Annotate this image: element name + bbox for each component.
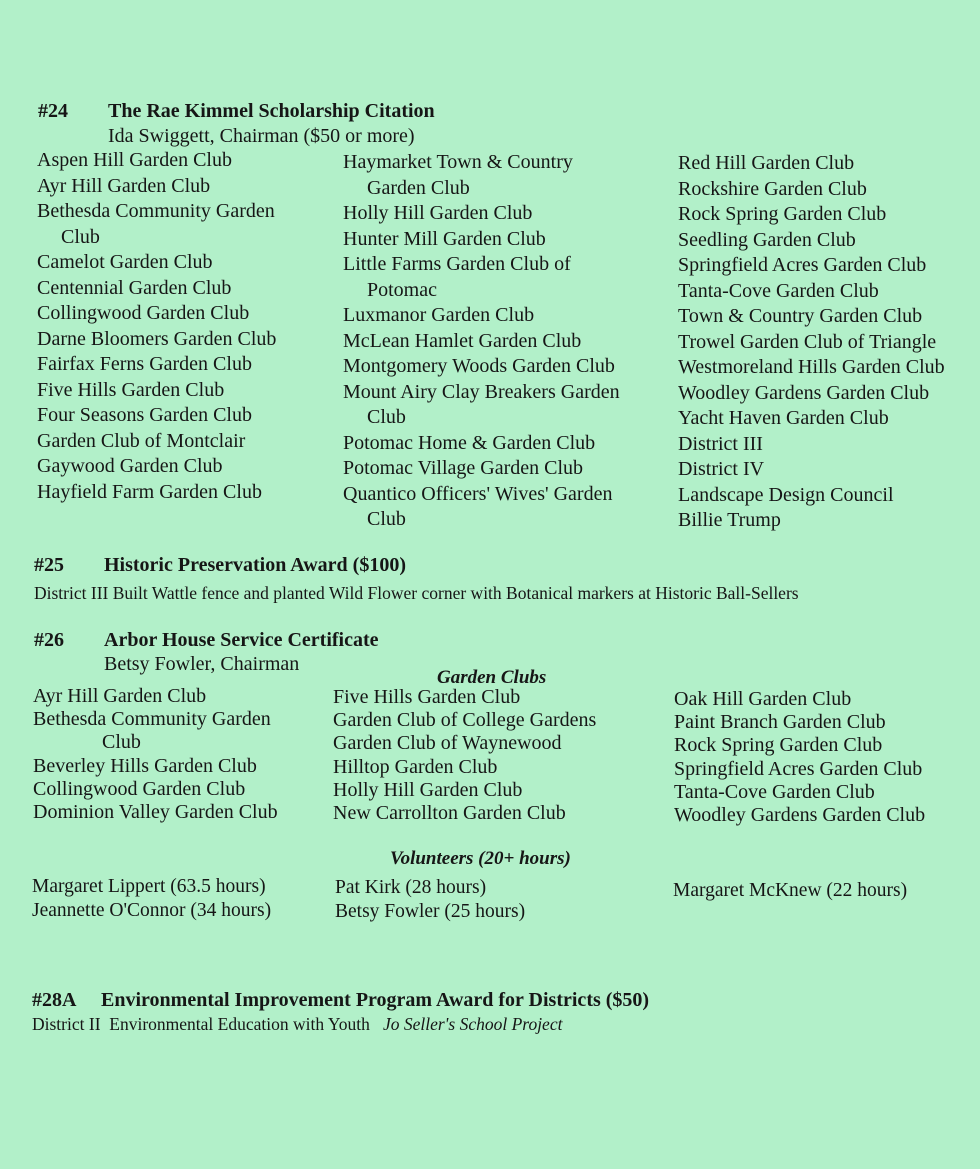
list-item: Holly Hill Garden Club [343, 202, 533, 224]
list-item: Little Farms Garden Club of [343, 253, 571, 275]
section-28a-number: #28A [32, 989, 77, 1011]
list-item: Fairfax Ferns Garden Club [37, 353, 252, 375]
list-item: Club [102, 731, 141, 754]
list-item: Yacht Haven Garden Club [678, 407, 889, 429]
project-name: Jo Seller's School Project [382, 1014, 563, 1034]
list-item: Potomac Village Garden Club [343, 457, 584, 479]
list-item: Beverley Hills Garden Club [33, 754, 257, 777]
list-item: Club [367, 406, 406, 428]
list-item: Garden Club of Montclair [37, 429, 246, 452]
list-item: Hilltop Garden Club [333, 755, 498, 778]
list-item: Luxmanor Garden Club [343, 304, 535, 326]
list-item: Garden Club of College Gardens [333, 709, 597, 732]
list-item: Hayfield Farm Garden Club [37, 480, 262, 503]
volunteers-column-1 [32, 875, 271, 923]
garden-clubs-heading: Garden Clubs [437, 667, 547, 688]
list-item: Quantico Officers' Wives' Garden [343, 482, 613, 505]
section-25-number: #25 [34, 554, 64, 576]
list-item: Springfield Acres Garden Club [674, 757, 923, 780]
list-item: Oak Hill Garden Club [674, 688, 852, 710]
volunteer-entry: Jeannette O'Connor (34 hours) [32, 900, 272, 921]
list-item: Dominion Valley Garden Club [33, 801, 278, 824]
list-item: Tanta-Cove Garden Club [674, 780, 875, 803]
section-26-column-1 [33, 685, 278, 824]
section-26-title: Arbor House Service Certificate [104, 629, 379, 651]
list-item: Five Hills Garden Club [333, 686, 521, 708]
list-item: Potomac [367, 278, 437, 301]
list-item: Garden Club [367, 176, 470, 199]
list-item: Woodley Gardens Garden Club [674, 804, 926, 827]
section-26-number: #26 [34, 629, 64, 651]
section-28a-entry [32, 1014, 562, 1035]
list-item: Trowel Garden Club of Triangle [678, 330, 937, 353]
volunteer-entry: Margaret McKnew (22 hours) [673, 880, 908, 901]
list-item: Centennial Garden Club [37, 276, 232, 299]
list-item: Collingwood Garden Club [37, 302, 250, 324]
list-item: Five Hills Garden Club [37, 378, 225, 401]
list-item: District III [678, 432, 763, 455]
list-item: New Carrollton Garden Club [333, 802, 566, 825]
list-item: Springfield Acres Garden Club [678, 254, 927, 276]
list-item: Mount Airy Clay Breakers Garden [343, 380, 620, 403]
section-26-column-2 [333, 686, 596, 825]
volunteer-entry: Betsy Fowler (25 hours) [335, 901, 526, 922]
list-item: Rockshire Garden Club [678, 177, 867, 200]
section-28a-title: Environmental Improvement Program Award for Districts ($50) [101, 989, 650, 1011]
section-25-title: Historic Preservation Award ($100) [104, 554, 406, 576]
list-item: Bethesda Community Garden [37, 200, 275, 222]
list-item: Rock Spring Garden Club [674, 734, 883, 757]
list-item: Ayr Hill Garden Club [37, 174, 211, 197]
list-item: Hunter Mill Garden Club [343, 227, 546, 250]
list-item: Montgomery Woods Garden Club [343, 355, 615, 377]
project-description: Environmental Education with Youth [109, 1014, 370, 1034]
list-item: Haymarket Town & Country [343, 151, 573, 173]
section-25-entry: District III Built Wattle fence and planted Wild Flower corner with Botanical markers at Historic Ball-Sellers [34, 583, 799, 603]
list-item: Westmoreland Hills Garden Club [678, 356, 945, 378]
list-item: Billie Trump [678, 509, 781, 531]
section-24-column-3 [678, 151, 945, 534]
list-item: Four Seasons Garden Club [37, 404, 252, 426]
list-item: McLean Hamlet Garden Club [343, 329, 582, 352]
section-24-column-1 [37, 148, 276, 505]
section-24-number: #24 [38, 100, 68, 122]
list-item: Rock Spring Garden Club [678, 203, 887, 225]
list-item: Paint Branch Garden Club [674, 711, 886, 734]
section-24-chairman: Ida Swiggett, Chairman ($50 or more) [108, 125, 415, 147]
list-item: Town & Country Garden Club [678, 305, 923, 327]
list-item: Potomac Home & Garden Club [343, 431, 596, 454]
district-name: District II [32, 1014, 101, 1034]
list-item: Bethesda Community Garden [33, 708, 271, 731]
volunteer-entry: Pat Kirk (28 hours) [335, 877, 487, 898]
list-item: District IV [678, 458, 765, 480]
list-item: Tanta-Cove Garden Club [678, 279, 879, 302]
list-item: Landscape Design Council [678, 483, 894, 506]
volunteers-column-2 [335, 876, 525, 924]
list-item: Red Hill Garden Club [678, 152, 855, 174]
list-item: Camelot Garden Club [37, 251, 213, 273]
section-26-chairman: Betsy Fowler, Chairman [104, 653, 300, 675]
list-item: Club [61, 225, 100, 248]
list-item: Ayr Hill Garden Club [33, 685, 207, 707]
list-item: Seedling Garden Club [678, 228, 856, 251]
section-26-column-3 [674, 688, 925, 827]
list-item: Collingwood Garden Club [33, 777, 246, 800]
list-item: Woodley Gardens Garden Club [678, 381, 930, 404]
volunteer-entry: Margaret Lippert (63.5 hours) [32, 876, 266, 897]
list-item: Holly Hill Garden Club [333, 778, 523, 801]
section-24-column-2 [343, 150, 620, 533]
volunteers-heading: Volunteers (20+ hours) [390, 848, 571, 869]
list-item: Club [367, 508, 406, 530]
list-item: Gaywood Garden Club [37, 455, 223, 477]
volunteers-column-3 [673, 879, 907, 903]
list-item: Aspen Hill Garden Club [37, 149, 232, 171]
section-24-title: The Rae Kimmel Scholarship Citation [108, 100, 435, 122]
list-item: Garden Club of Waynewood [333, 732, 562, 755]
list-item: Darne Bloomers Garden Club [37, 327, 277, 350]
